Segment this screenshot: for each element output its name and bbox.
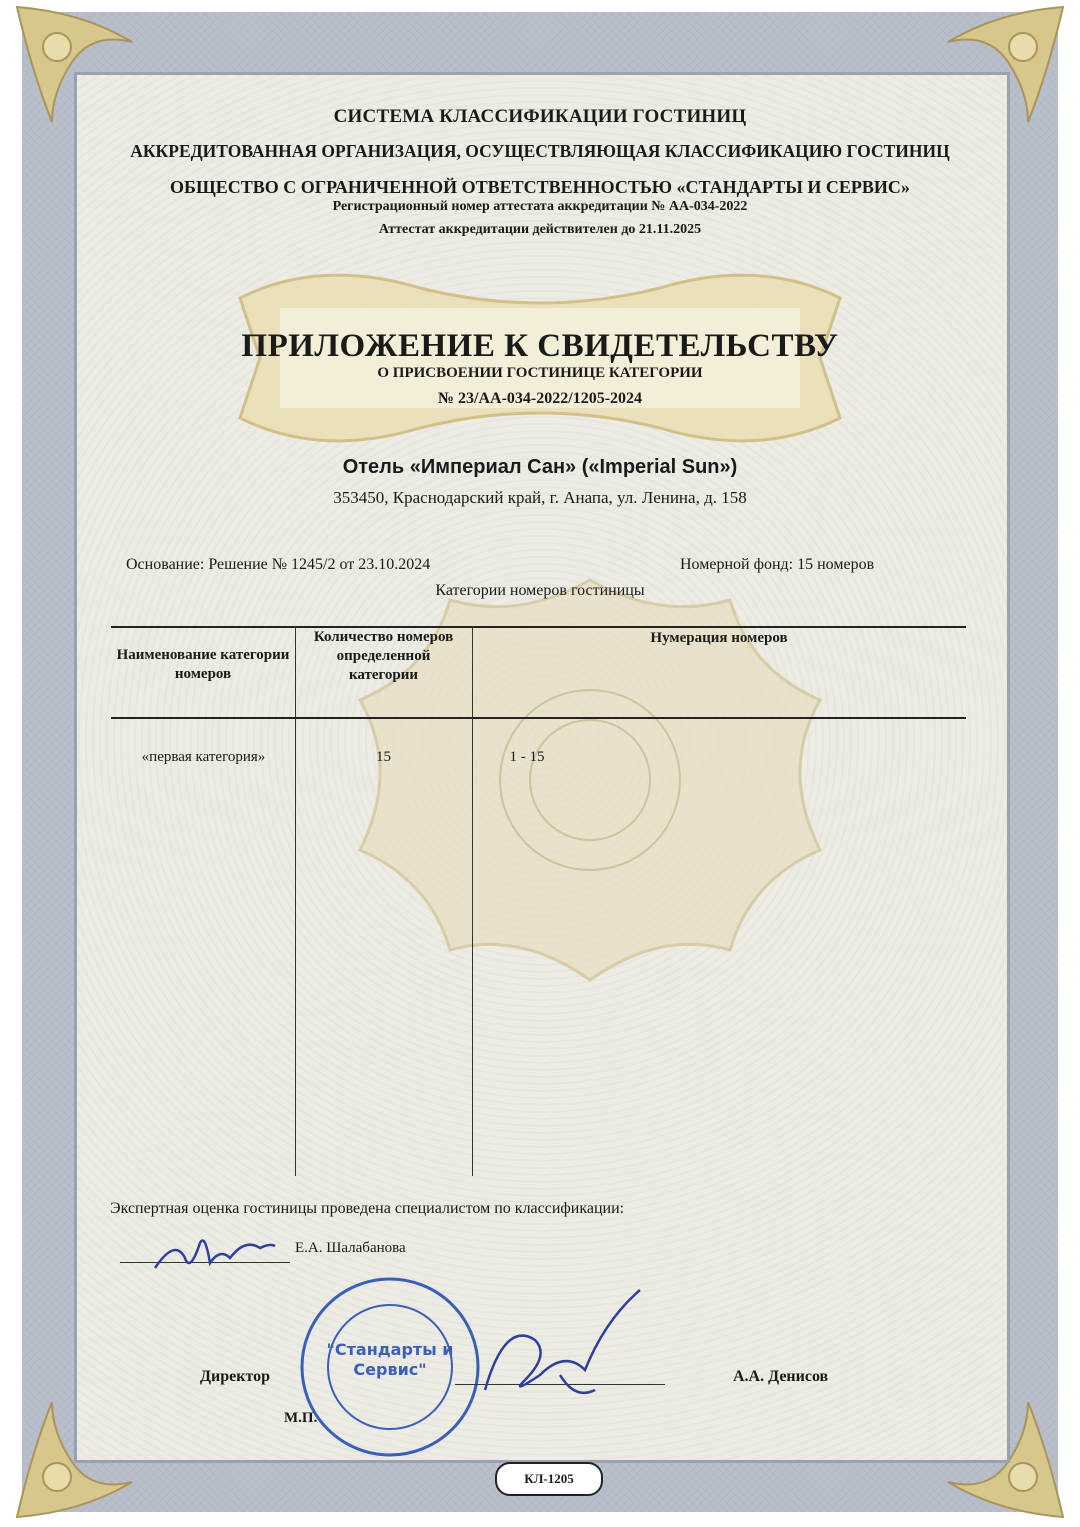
director-label: Директор	[200, 1368, 270, 1385]
hotel-address: 353450, Краснодарский край, г. Анапа, ул. Ленина, д. 158	[333, 488, 747, 507]
expert-signature	[150, 1228, 280, 1278]
document-subtitle: О ПРИСВОЕНИИ ГОСТИНИЦЕ КАТЕГОРИИ	[377, 365, 703, 381]
stamp-place-label: М.П.	[284, 1410, 318, 1426]
table-caption: Категории номеров гостиницы	[435, 582, 645, 599]
room-fund: Номерной фонд: 15 номеров	[680, 556, 875, 573]
table-column-divider	[295, 626, 296, 1176]
table-row-category: «первая категория»	[141, 749, 266, 765]
header-organization-name: ОБЩЕСТВО С ОГРАНИЧЕННОЙ ОТВЕТСТВЕННОСТЬЮ «СТАНДАРТЫ И СЕРВИС»	[170, 177, 910, 197]
header-validity: Аттестат аккредитации действителен до 21.11.2025	[378, 222, 702, 237]
table-row-numbering: 1 - 15	[509, 749, 545, 765]
header-organization-role: АККРЕДИТОВАННАЯ ОРГАНИЗАЦИЯ, ОСУЩЕСТВЛЯЮЩАЯ КЛАССИФИКАЦИЮ ГОСТИНИЦ	[130, 141, 950, 161]
document-title: ПРИЛОЖЕНИЕ К СВИДЕТЕЛЬСТВУ	[241, 328, 839, 364]
director-name: А.А. Денисов	[733, 1368, 829, 1385]
table-header-numbering: Нумерация номеров	[650, 630, 788, 646]
header-system: СИСТЕМА КЛАССИФИКАЦИИ ГОСТИНИЦ	[333, 106, 747, 127]
table-top-border	[111, 626, 966, 628]
table-header-count: Количество номеров определенной категории	[313, 629, 454, 683]
table-header-name: Наименование категории номеров	[116, 647, 290, 682]
expert-statement: Экспертная оценка гостиницы проведена специалистом по классификации:	[110, 1200, 625, 1217]
document-number: № 23/АА-034-2022/1205-2024	[437, 390, 643, 407]
table-header-border	[111, 717, 966, 719]
hotel-name: Отель «Империал Сан» («Imperial Sun»)	[342, 456, 738, 478]
header-registration: Регистрационный номер аттестата аккредитации № АА-034-2022	[332, 199, 748, 214]
table-row-count: 15	[376, 749, 391, 765]
basis-decision: Основание: Решение № 1245/2 от 23.10.2024	[126, 556, 431, 573]
director-signature	[465, 1280, 645, 1410]
room-categories-table	[111, 626, 966, 1176]
table-column-divider	[472, 626, 473, 1176]
seal-center-text: "Стандарты и Сервис"	[326, 1340, 454, 1379]
certificate-code-badge: КЛ-1205	[495, 1462, 603, 1496]
expert-name: Е.А. Шалабанова	[295, 1240, 406, 1256]
